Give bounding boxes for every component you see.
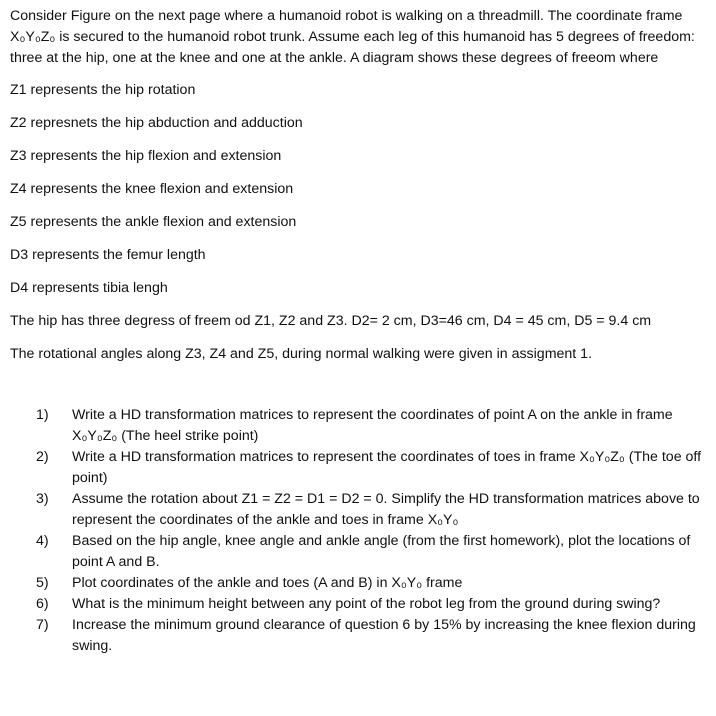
- definition-item: The rotational angles along Z3, Z4 and Z5, during normal walking were given in assigment 1.: [10, 346, 593, 362]
- intro-paragraph: Consider Figure on the next page where a humanoid robot is walking on a threadmill. The coordinate frame X₀Y₀Z₀ is secured to the humanoid robot trunk. Assume each leg of this humanoid has 5 degrees of freedom: three at the hip, one at the knee and one at the ankle. A diagram shows these degrees of freeom where: [10, 8, 695, 66]
- question-number: 1): [36, 407, 49, 423]
- question-number: 4): [36, 533, 49, 549]
- definition-item: D3 represents the femur length: [10, 247, 206, 263]
- definition-item: The hip has three degress of freem od Z1, Z2 and Z3. D2= 2 cm, D3=46 cm, D4 = 45 cm, D5 = 9.4 cm: [10, 313, 652, 329]
- question-number: 5): [36, 575, 49, 591]
- definition-item: Z2 represnets the hip abduction and adduction: [10, 115, 303, 131]
- question-text: Based on the hip angle, knee angle and ankle angle (from the first homework), plot the locations of point A and B.: [72, 533, 691, 570]
- definitions-list: [10, 80, 706, 365]
- definition-item: Z5 represents the ankle flexion and extension: [10, 214, 297, 230]
- question-item: [36, 531, 702, 573]
- question-text: Plot coordinates of the ankle and toes (A and B) in X₀Y₀ frame: [72, 575, 463, 591]
- question-item: [36, 573, 702, 594]
- question-text: Assume the rotation about Z1 = Z2 = D1 = D2 = 0. Simplify the HD transformation matrices above to represent the coordinates of the ankle and toes in frame X₀Y₀: [72, 491, 700, 528]
- question-number: 3): [36, 491, 49, 507]
- question-item: [36, 594, 702, 615]
- definition-item: Z3 represents the hip flexion and extension: [10, 148, 282, 164]
- question-text: What is the minimum height between any point of the robot leg from the ground during swing?: [72, 596, 661, 612]
- question-number: 2): [36, 449, 49, 465]
- definition-item: Z4 represents the knee flexion and extension: [10, 181, 294, 197]
- question-text: Write a HD transformation matrices to represent the coordinates of point A on the ankle in frame X₀Y₀Z₀ (The heel strike point): [72, 407, 673, 444]
- question-item: [36, 615, 702, 657]
- question-item: [36, 447, 702, 489]
- definition-item: D4 represents tibia lengh: [10, 280, 168, 296]
- question-number: 7): [36, 617, 49, 633]
- question-item: [36, 405, 702, 447]
- questions-list: [10, 405, 706, 657]
- question-text: Increase the minimum ground clearance of question 6 by 15% by increasing the knee flexion during swing.: [72, 617, 696, 654]
- question-number: 6): [36, 596, 49, 612]
- question-item: [36, 489, 702, 531]
- question-text: Write a HD transformation matrices to represent the coordinates of toes in frame X₀Y₀Z₀ (The toe off point): [72, 449, 702, 486]
- definition-item: Z1 represents the hip rotation: [10, 82, 196, 98]
- spacer: [10, 377, 706, 405]
